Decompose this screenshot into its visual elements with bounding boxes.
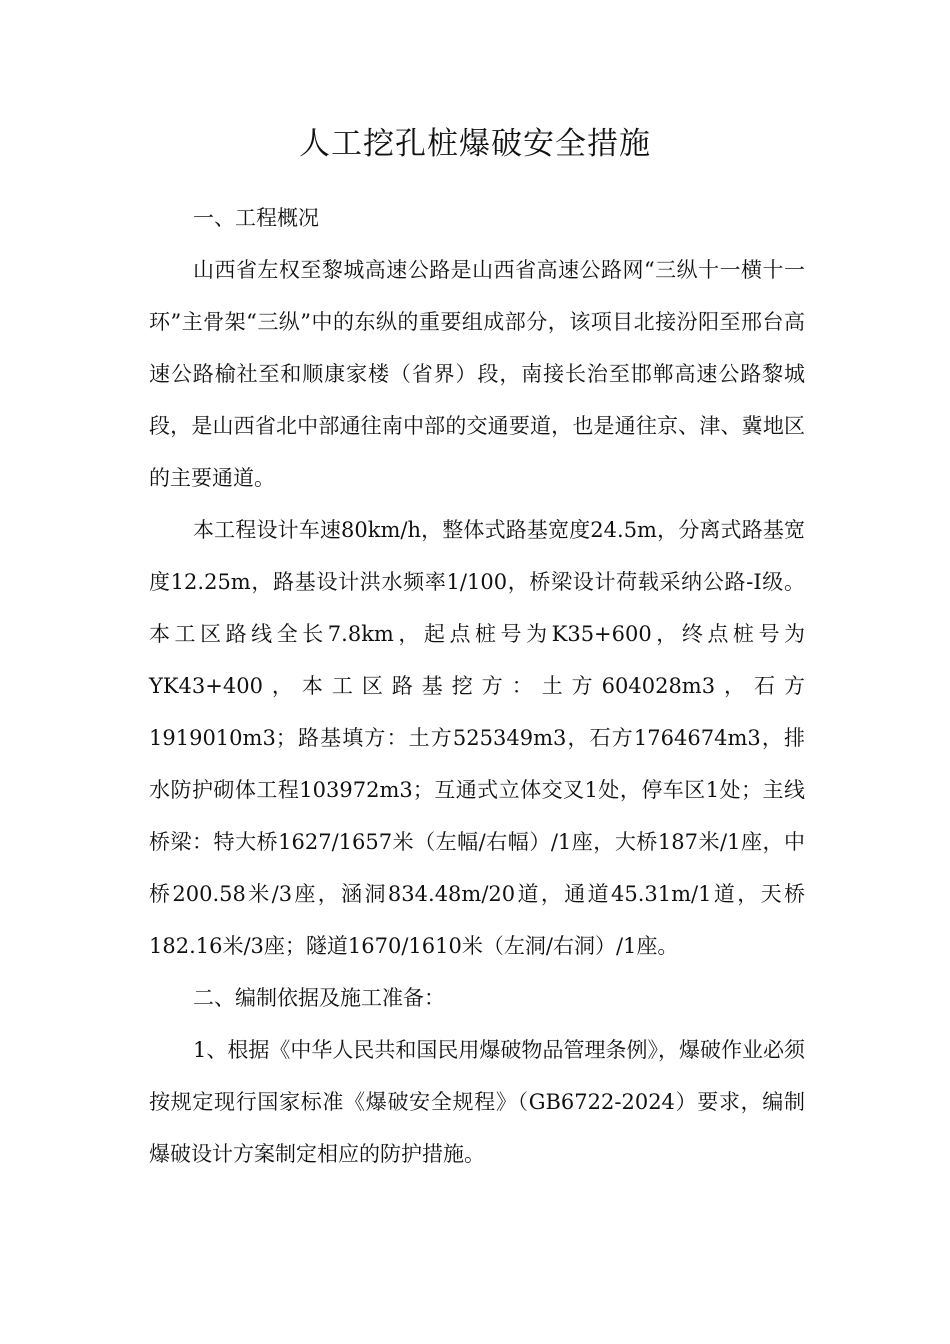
section-heading-basis: 二、编制依据及施工准备：	[193, 986, 445, 1010]
document-body	[149, 192, 805, 1180]
section-heading-overview: 一、工程概况	[193, 206, 319, 230]
document-title: 人工挖孔桩爆破安全措施	[299, 126, 651, 162]
paragraph-project-location: 山西省左权至黎城高速公路是山西省高速公路网“三纵十一横十一环”主骨架“三纵”中的东纵的重要组成部分，该项目北接汾阳至邢台高速公路榆社至和顺康家楼（省界）段，南接长治至邯郸高速公路黎城段，是山西省北中部通往南中部的交通要道，也是通往京、津、冀地区的主要通道。	[149, 258, 805, 490]
paragraph-regulations: 1、根据《中华人民共和国民用爆破物品管理条例》，爆破作业必须按规定现行国家标准《爆破安全规程》（GB6722-2024）要求，编制爆破设计方案制定相应的防护措施。	[149, 1038, 805, 1166]
paragraph-project-parameters: 本工程设计车速80km/h，整体式路基宽度24.5m，分离式路基宽度12.25m，路基设计洪水频率1/100，桥梁设计荷载采纳公路-I级。本工区路线全长7.8km，起点桩号为K35+600，终点桩号为YK43+400，本工区路基挖方：土方604028m3，石方1919010m3；路基填方：土方525349m3，石方1764674m3，排水防护砌体工程103972m3；互通式立体交叉1处，停车区1处；主线桥梁：特大桥1627/1657米（左幅/右幅）/1座，大桥187米/1座，中桥200.58米/3座，涵洞834.48m/20道，通道45.31m/1道，天桥182.16米/3座；隧道1670/1610米（左洞/右洞）/1座。	[149, 518, 805, 958]
